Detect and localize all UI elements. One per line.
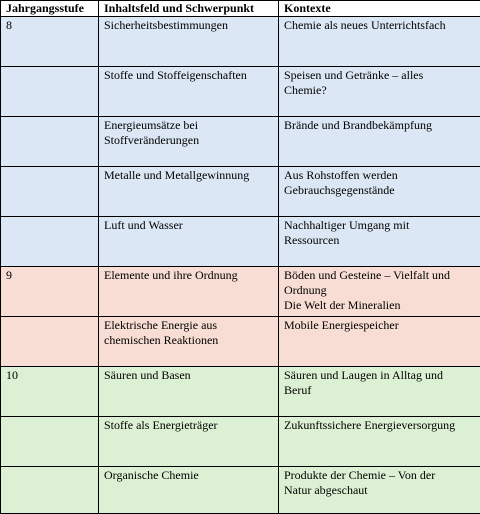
context-line: Ressourcen xyxy=(284,233,475,248)
table-row xyxy=(1,267,480,317)
topic-line: Metalle und Metallgewinnung xyxy=(104,168,273,183)
topic-line: Sicherheitsbestimmungen xyxy=(104,18,273,33)
context-line: Speisen und Getränke – alles xyxy=(284,68,475,83)
context-line: Ordnung xyxy=(284,283,475,298)
context-line: Aus Rohstoffen werden xyxy=(284,168,475,183)
context-cell xyxy=(279,367,480,417)
table-row xyxy=(1,367,480,417)
table-row xyxy=(1,417,480,467)
grade-cell xyxy=(1,317,99,367)
context-cell xyxy=(279,167,480,217)
context-line: Die Welt der Mineralien xyxy=(284,298,475,313)
topic-cell xyxy=(99,17,279,67)
topic-cell xyxy=(99,217,279,267)
context-cell xyxy=(279,67,480,117)
context-line: Chemie? xyxy=(284,83,475,98)
context-cell xyxy=(279,267,480,317)
table-row xyxy=(1,167,480,217)
topic-line: Luft und Wasser xyxy=(104,218,273,233)
context-line: Natur abgeschaut xyxy=(284,483,475,498)
context-line: Zukunftssichere Energieversorgung xyxy=(284,418,475,433)
grade-cell: 9 xyxy=(1,267,99,317)
context-cell xyxy=(279,17,480,67)
table-row xyxy=(1,217,480,267)
topic-line: Energieumsätze bei xyxy=(104,118,273,133)
context-line: Nachhaltiger Umgang mit xyxy=(284,218,475,233)
topic-line: Elemente und ihre Ordnung xyxy=(104,268,273,283)
grade-cell xyxy=(1,417,99,467)
context-line: Beruf xyxy=(284,383,475,398)
topic-line: Stoffe als Energieträger xyxy=(104,418,273,433)
table-header-row xyxy=(1,1,480,17)
grade-cell: 8 xyxy=(1,17,99,67)
context-line: Säuren und Laugen in Alltag und xyxy=(284,368,475,383)
grade-cell xyxy=(1,67,99,117)
context-line: Produkte der Chemie – Von der xyxy=(284,468,475,483)
table-row xyxy=(1,467,480,514)
table-row xyxy=(1,67,480,117)
context-cell xyxy=(279,317,480,367)
topic-cell xyxy=(99,467,279,514)
topic-cell xyxy=(99,67,279,117)
table-row xyxy=(1,117,480,167)
grade-cell xyxy=(1,217,99,267)
context-cell xyxy=(279,467,480,514)
header-grade: Jahrgangsstufe xyxy=(1,1,99,17)
grade-cell xyxy=(1,467,99,514)
topic-line: chemischen Reaktionen xyxy=(104,333,273,348)
header-topic: Inhaltsfeld und Schwerpunkt xyxy=(99,1,279,17)
context-line: Gebrauchsgegenstände xyxy=(284,183,475,198)
topic-cell xyxy=(99,417,279,467)
header-context: Kontexte xyxy=(279,1,480,17)
topic-cell xyxy=(99,167,279,217)
topic-cell xyxy=(99,317,279,367)
topic-cell xyxy=(99,117,279,167)
topic-line: Organische Chemie xyxy=(104,468,273,483)
context-line: Chemie als neues Unterrichtsfach xyxy=(284,18,475,33)
grade-cell xyxy=(1,117,99,167)
context-cell xyxy=(279,217,480,267)
grade-cell xyxy=(1,167,99,217)
context-line: Böden und Gesteine – Vielfalt und xyxy=(284,268,475,283)
context-cell xyxy=(279,117,480,167)
topic-line: Elektrische Energie aus xyxy=(104,318,273,333)
table-row xyxy=(1,317,480,367)
context-line: Mobile Energiespeicher xyxy=(284,318,475,333)
topic-line: Stoffe und Stoffeigenschaften xyxy=(104,68,273,83)
grade-cell: 10 xyxy=(1,367,99,417)
topic-line: Säuren und Basen xyxy=(104,368,273,383)
table-row xyxy=(1,17,480,67)
topic-line: Stoffveränderungen xyxy=(104,133,273,148)
context-line: Brände und Brandbekämpfung xyxy=(284,118,475,133)
context-cell xyxy=(279,417,480,467)
topic-cell xyxy=(99,267,279,317)
topic-cell xyxy=(99,367,279,417)
